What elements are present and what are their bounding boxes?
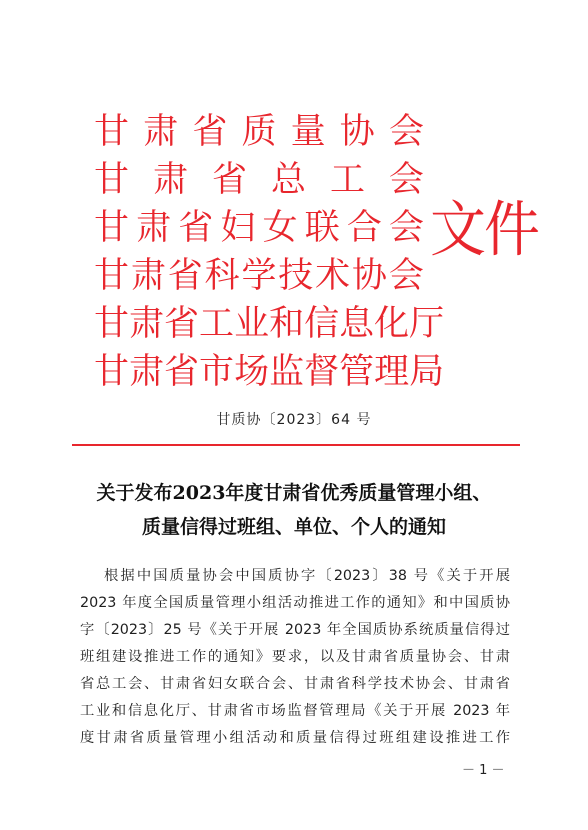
issuer-character: 科 — [204, 256, 240, 296]
notice-title-line-1: 关于发布2023年度甘肃省优秀质量管理小组、 — [96, 482, 492, 504]
issuer-character: 甘 — [94, 256, 130, 296]
issuer-character: 术 — [315, 256, 351, 296]
issuer-character: 省 — [211, 160, 247, 200]
issuer-character: 监 — [269, 352, 305, 392]
body-line: 工业和信息化厅、甘肃省市场监督管理局《关于开展 2023 年 — [80, 703, 510, 719]
issuer-character: 总 — [270, 160, 306, 200]
notice-body — [80, 563, 510, 752]
issuer-character: 省 — [178, 208, 214, 248]
body-line: 2023 年度全国质量管理小组活动推进工作的通知》和中国质协 — [80, 595, 510, 611]
issuer-character: 肃 — [129, 304, 165, 344]
issuer-character: 甘 — [94, 112, 130, 152]
issuer-character: 局 — [409, 352, 445, 392]
issuer-character: 业 — [234, 304, 270, 344]
issuer-character: 妇 — [220, 208, 256, 248]
issuer-industry-it-department — [94, 300, 445, 348]
issuer-market-supervision-bureau — [94, 348, 445, 396]
document-label: 文件 — [430, 194, 538, 266]
issuer-quality-association — [94, 108, 424, 156]
page-number: － 1 － — [462, 763, 505, 778]
issuer-science-technology-association — [94, 252, 424, 300]
issuer-character: 质 — [241, 112, 277, 152]
issuer-character: 会 — [388, 208, 424, 248]
issuer-character: 督 — [304, 352, 340, 392]
issuer-character: 肃 — [143, 112, 179, 152]
issuer-federation-of-trade-unions — [94, 156, 424, 204]
red-separator-line — [72, 444, 520, 446]
issuer-character: 联 — [304, 208, 340, 248]
issuer-character: 息 — [339, 304, 375, 344]
issuer-character: 女 — [262, 208, 298, 248]
issuer-character: 肃 — [152, 160, 188, 200]
issuer-character: 理 — [374, 352, 410, 392]
issuer-character: 信 — [304, 304, 340, 344]
issuer-character: 协 — [339, 112, 375, 152]
issuer-character: 甘 — [94, 352, 130, 392]
body-line: 度甘肃省质量管理小组活动和质量信得过班组建设推进工作 — [80, 730, 510, 746]
document-number: 甘质协〔2023〕64 号 — [216, 412, 372, 428]
issuer-character: 场 — [234, 352, 270, 392]
body-line: 班组建设推进工作的通知》要求，以及甘肃省质量协会、甘肃 — [80, 649, 510, 665]
issuer-character: 省 — [164, 304, 200, 344]
body-line: 省总工会、甘肃省妇女联合会、甘肃省科学技术协会、甘肃省 — [80, 676, 510, 692]
issuer-character: 省 — [167, 256, 203, 296]
issuer-character: 厅 — [409, 304, 445, 344]
body-line: 根据中国质量协会中国质协字〔2023〕38 号《关于开展 — [104, 568, 510, 584]
issuer-character: 合 — [346, 208, 382, 248]
issuer-character: 甘 — [94, 304, 130, 344]
issuer-character: 工 — [199, 304, 235, 344]
issuer-character: 会 — [388, 112, 424, 152]
issuer-character: 管 — [339, 352, 375, 392]
issuer-character: 学 — [241, 256, 277, 296]
body-line: 字〔2023〕25 号《关于开展 2023 年全国质协系统质量信得过 — [80, 622, 510, 638]
issuer-character: 化 — [374, 304, 410, 344]
issuer-character: 工 — [329, 160, 365, 200]
issuer-character: 量 — [290, 112, 326, 152]
issuer-character: 市 — [199, 352, 235, 392]
notice-title-line-2: 质量信得过班组、单位、个人的通知 — [141, 516, 446, 538]
issuer-list — [94, 108, 445, 396]
issuer-character: 甘 — [94, 208, 130, 248]
issuer-character: 会 — [388, 160, 424, 200]
issuer-womens-federation — [94, 204, 424, 252]
issuer-character: 协 — [352, 256, 388, 296]
issuer-character: 和 — [269, 304, 305, 344]
issuer-character: 肃 — [130, 256, 166, 296]
issuer-character: 会 — [388, 256, 424, 296]
issuer-character: 技 — [278, 256, 314, 296]
notice-title — [60, 476, 528, 544]
issuer-character: 省 — [164, 352, 200, 392]
issuer-character: 省 — [192, 112, 228, 152]
issuer-character: 甘 — [94, 160, 130, 200]
issuer-character: 肃 — [136, 208, 172, 248]
issuer-character: 肃 — [129, 352, 165, 392]
